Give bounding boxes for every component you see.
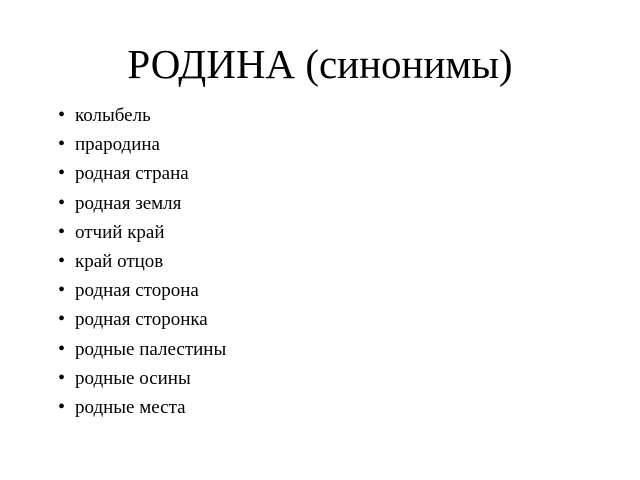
bullet-icon: • <box>58 366 66 389</box>
list-item <box>58 130 226 159</box>
list-item-text: колыбель <box>75 105 151 126</box>
list-item-text: прародина <box>75 134 160 156</box>
list-item <box>58 393 226 422</box>
bullet-icon: • <box>58 249 66 272</box>
bullet-icon: • <box>58 308 66 331</box>
synonym-list <box>58 101 226 422</box>
list-item <box>58 159 226 188</box>
list-item-text: родные места <box>75 396 186 418</box>
list-item-text: родная земля <box>75 192 182 214</box>
slide-title: РОДИНА (синонимы) <box>127 41 513 87</box>
list-item-text: родные осины <box>75 367 191 389</box>
list-item <box>58 276 226 305</box>
list-item <box>58 189 226 218</box>
list-item-text: родная сторона <box>75 280 199 302</box>
list-item <box>58 305 226 334</box>
list-item <box>58 247 226 276</box>
bullet-icon: • <box>58 395 66 418</box>
list-item-text: отчий край <box>75 221 165 243</box>
list-item-text: родные палестины <box>75 338 227 360</box>
list-item-text: родная страна <box>75 163 189 185</box>
bullet-icon: • <box>58 104 66 126</box>
list-item <box>58 101 226 130</box>
list-item-text: край отцов <box>75 250 164 272</box>
list-item <box>58 218 226 247</box>
list-item <box>58 364 226 393</box>
bullet-icon: • <box>58 191 66 214</box>
bullet-icon: • <box>58 337 66 360</box>
bullet-icon: • <box>58 133 66 156</box>
bullet-icon: • <box>58 162 66 185</box>
list-item-text: родная сторонка <box>75 309 208 331</box>
bullet-icon: • <box>58 220 66 243</box>
bullet-icon: • <box>58 279 66 302</box>
list-item <box>58 335 226 364</box>
